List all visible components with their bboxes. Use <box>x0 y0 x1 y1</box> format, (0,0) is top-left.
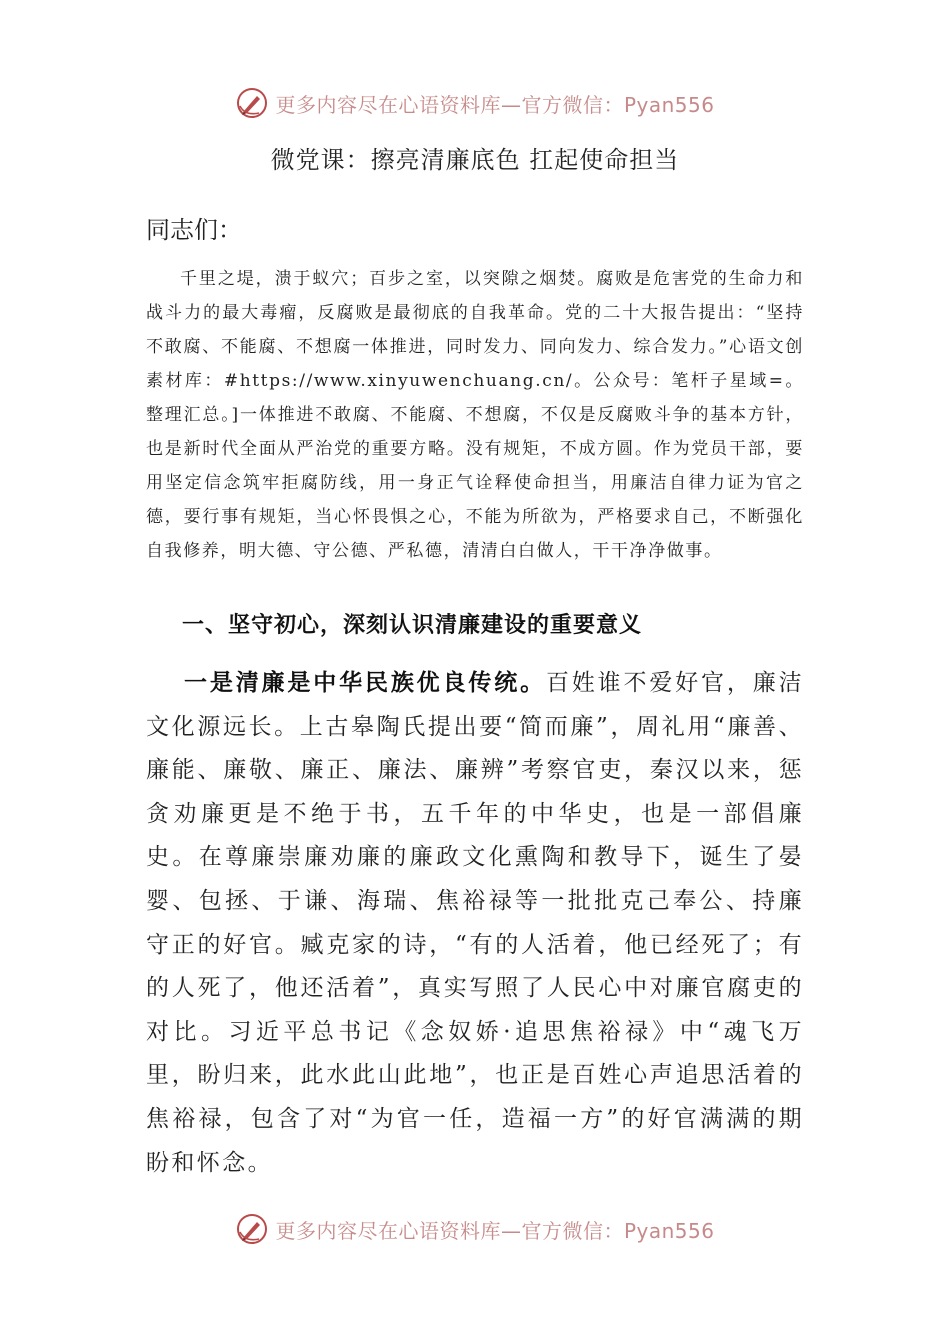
section-heading: 一、坚守初心，深刻认识清廉建设的重要意义 <box>182 613 643 638</box>
watermark-footer <box>0 1212 950 1246</box>
greeting: 同志们： <box>146 216 242 244</box>
paragraph-body: 百姓谁不爱好官，廉洁文化源远长。上古皋陶氏提出要“简而廉”，周礼用“廉善、廉能、廉敬、廉正、廉法、廉辨”考察官吏，秦汉以来，惩贪劝廉更是不绝于书，五千年的中华史，也是一部倡廉史。在尊廉崇廉劝廉的廉政文化熏陶和教导下，诞生了晏婴、包拯、于谦、海瑞、焦裕禄等一批批克己奉公、持廉守正的好官。臧克家的诗，“有的人活着，他已经死了；有的人死了，他还活着”，真实写照了人民心中对廉官腐吏的对比。习近平总书记《念奴娇·追思焦裕禄》中“魂飞万里，盼归来，此水此山此地”，也正是百姓心声追思活着的焦裕禄，包含了对“为官一任，造福一方”的好官满满的期盼和怀念。 <box>146 670 805 1176</box>
watermark-text: 更多内容尽在心语资料库—官方微信：Pyan556 <box>275 92 715 117</box>
pen-logo-icon <box>235 1212 269 1246</box>
body-paragraph <box>146 662 804 1185</box>
paragraph-lead: 一是清廉是中华民族优良传统。 <box>184 670 546 696</box>
intro-paragraph: 千里之堤，溃于蚁穴；百步之室，以突隙之烟焚。腐败是危害党的生命力和战斗力的最大毒瘤，反腐败是最彻底的自我革命。党的二十大报告提出：“坚持不敢腐、不能腐、不想腐一体推进，同时发力、同向发力、综合发力。”心语文创素材库：#https://www.xinyuwenchuang.cn/。公众号：笔杆子星域=。整理汇总。]一体推进不敢腐、不能腐、不想腐，不仅是反腐败斗争的基本方针，也是新时代全面从严治党的重要方略。没有规矩，不成方圆。作为党员干部，要用坚定信念筑牢拒腐防线，用一身正气诠释使命担当，用廉洁自律力证为官之德，要行事有规矩，当心怀畏惧之心，不能为所欲为，严格要求自己，不断强化自我修养，明大德、守公德、严私德，清清白白做人，干干净净做事。 <box>146 269 804 561</box>
page-title: 微党课：擦亮清廉底色 扛起使命担当 <box>270 146 680 174</box>
pen-logo-icon <box>235 86 269 120</box>
watermark-text: 更多内容尽在心语资料库—官方微信：Pyan556 <box>275 1218 715 1243</box>
watermark-header <box>0 86 950 120</box>
